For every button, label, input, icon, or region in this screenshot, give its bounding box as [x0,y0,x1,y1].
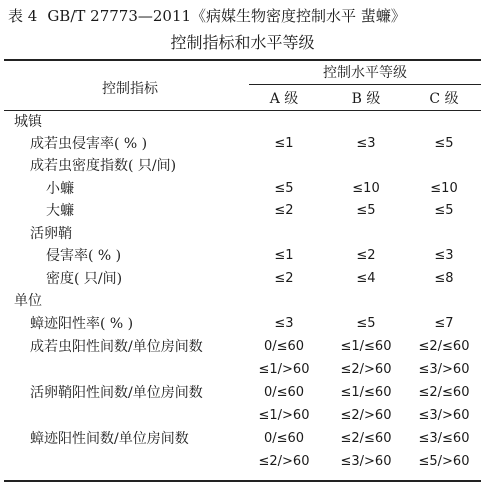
table-row [0,404,485,428]
cell-a: ≤1/>60 [258,408,310,423]
cell-b: ≤5 [356,203,376,218]
cell-b: ≤2/>60 [340,408,392,423]
cell-a: ≤5 [274,181,294,196]
row-label: 单位 [14,293,42,309]
cell-c: ≤3/≤60 [418,431,470,446]
cell-a: ≤1 [274,248,294,263]
table-row [0,199,485,223]
row-label: 小蠊 [46,181,74,197]
table-row [0,267,485,291]
cell-c: ≤5 [434,203,454,218]
cell-a: ≤1 [274,136,294,151]
cell-c: ≤2/≤60 [418,385,470,400]
cell-c: ≤3/>60 [418,408,470,423]
cell-a: ≤3 [274,316,294,331]
table-row [0,312,485,336]
cell-b: ≤2 [356,248,376,263]
header-sub-rule [249,84,481,85]
row-label: 城镇 [14,114,42,130]
table-row [0,177,485,201]
cell-a: 0/≤60 [263,339,305,354]
cell-a: 0/≤60 [263,431,305,446]
cell-a: ≤2/>60 [258,454,310,469]
cell-c: ≤3 [434,248,454,263]
cell-b: ≤4 [356,271,376,286]
table-row [0,381,485,405]
table-row [0,450,485,474]
row-label: 大蠊 [46,203,74,219]
cell-b: ≤1/≤60 [340,339,392,354]
table-row [0,244,485,268]
cell-b: ≤3/>60 [340,454,392,469]
table-row [0,358,485,382]
top-rule [4,59,481,61]
cell-c: ≤3/>60 [418,362,470,377]
header-grade-b: B 级 [351,91,381,107]
table-number: 表 4 [8,7,38,25]
cell-b: ≤10 [352,181,380,196]
cell-c: ≤7 [434,316,454,331]
table-row [0,154,485,178]
cell-a: ≤2 [274,203,294,218]
cell-c: ≤5/>60 [418,454,470,469]
cell-a: ≤1/>60 [258,362,310,377]
row-label: 侵害率( % ) [46,248,122,264]
row-label: 蟑迹阳性率( % ) [30,316,134,332]
row-label: 活卵鞘 [30,226,72,242]
header-level-group: 控制水平等级 [323,65,407,81]
table-row [0,110,485,134]
table-row [0,132,485,156]
table-row [0,335,485,359]
table-row [0,427,485,451]
cell-a: ≤2 [274,271,294,286]
row-label: 密度( 只/间) [46,271,123,287]
row-label: 蟑迹阳性间数/单位房间数 [30,431,189,447]
cell-b: ≤5 [356,316,376,331]
row-label: 成若虫阳性间数/单位房间数 [30,339,203,355]
cell-b: ≤1/≤60 [340,385,392,400]
cell-c: ≤5 [434,136,454,151]
header-grade-a: A 级 [269,91,299,107]
cell-b: ≤2/≤60 [340,431,392,446]
header-indicator: 控制指标 [102,81,158,97]
row-label: 成若虫密度指数( 只/间) [30,158,177,174]
cell-c: ≤8 [434,271,454,286]
cell-b: ≤3 [356,136,376,151]
row-label: 活卵鞘阳性间数/单位房间数 [30,385,203,401]
row-label: 成若虫侵害率( % ) [30,136,148,152]
cell-a: 0/≤60 [263,385,305,400]
table-row [0,289,485,313]
table-title-line1 [8,6,477,26]
table-title-line2: 控制指标和水平等级 [170,33,315,52]
bottom-rule [4,480,481,482]
header-grade-c: C 级 [429,91,459,107]
cell-c: ≤10 [430,181,458,196]
cell-c: ≤2/≤60 [418,339,470,354]
table-title-text: GB/T 27773—2011《病媒生物密度控制水平 蜚蠊》 [47,7,406,25]
table-row [0,222,485,246]
cell-b: ≤2/>60 [340,362,392,377]
